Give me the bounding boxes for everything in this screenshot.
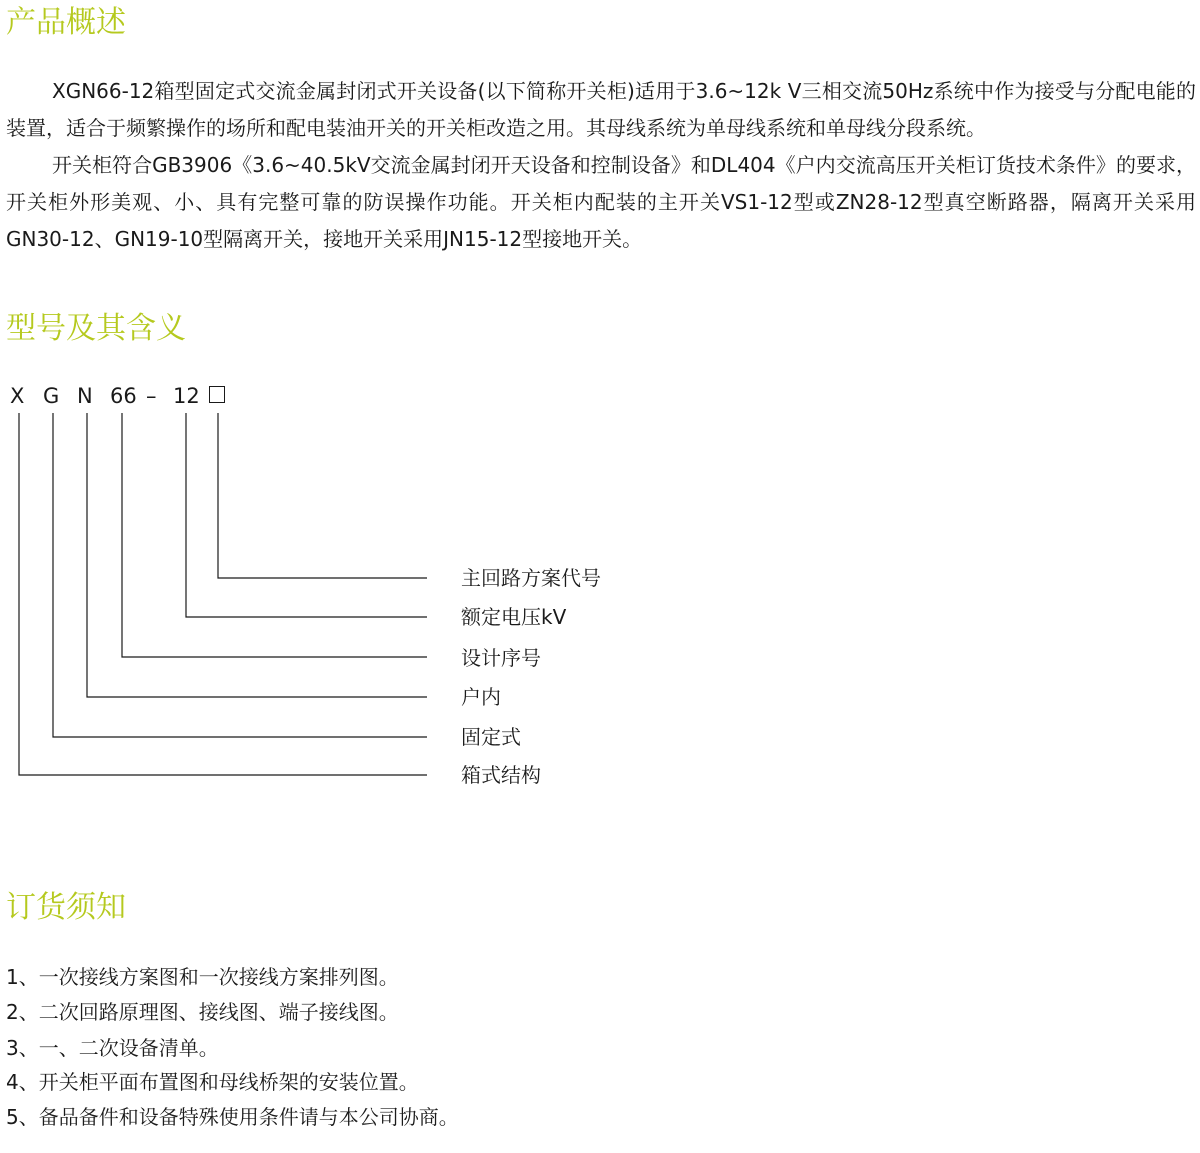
bracket-line-scheme	[218, 413, 427, 578]
label-main-circuit-scheme: 主回路方案代号	[461, 566, 601, 590]
label-design-number: 设计序号	[461, 646, 541, 670]
bracket-line-voltage	[186, 413, 427, 617]
bracket-line-fixed	[53, 413, 427, 737]
ordering-item-3: 3、一、二次设备清单。	[6, 1036, 219, 1060]
label-indoor: 户内	[461, 685, 501, 709]
code-char-dash: –	[146, 384, 157, 408]
section-title-model: 型号及其含义	[6, 311, 186, 346]
bracket-line-indoor	[87, 413, 427, 697]
code-char-n: N	[77, 384, 93, 408]
code-char-66: 66	[110, 384, 137, 408]
section-title-ordering: 订货须知	[6, 890, 126, 925]
ordering-item-4: 4、开关柜平面布置图和母线桥架的安装位置。	[6, 1070, 419, 1094]
code-char-g: G	[43, 384, 60, 408]
code-char-12: 12	[173, 384, 200, 408]
section-title-overview: 产品概述	[6, 5, 126, 40]
bracket-line-design	[122, 413, 427, 657]
label-box-structure: 箱式结构	[461, 763, 541, 787]
label-rated-voltage: 额定电压kV	[461, 605, 567, 629]
ordering-item-5: 5、备品备件和设备特殊使用条件请与本公司协商。	[6, 1105, 459, 1129]
ordering-item-2: 2、二次回路原理图、接线图、端子接线图。	[6, 1000, 399, 1024]
overview-paragraph-1: XGN66-12箱型固定式交流金属封闭式开关设备(以下简称开关柜)适用于3.6~12k V三相交流50Hz系统中作为接受与分配电能的装置，适合于频繁操作的场所和配电装油开关的开关柜改造之用。其母线系统为单母线系统和单母线分段系统。	[6, 79, 1196, 140]
bracket-line-box	[19, 413, 427, 775]
overview-paragraph-2: 开关柜符合GB3906《3.6~40.5kV交流金属封闭开天设备和控制设备》和DL404《户内交流高压开关柜订货技术条件》的要求，开关柜外形美观、小、具有完整可靠的防误操作功能。开关柜内配装的主开关VS1-12型或ZN28-12型真空断路器，隔离开关采用GN30-12、GN19-10型隔离开关，接地开关采用JN15-12型接地开关。	[6, 153, 1196, 251]
code-char-x: X	[10, 384, 25, 408]
ordering-item-1: 1、一次接线方案图和一次接线方案排列图。	[6, 965, 399, 989]
label-fixed-type: 固定式	[461, 725, 521, 749]
